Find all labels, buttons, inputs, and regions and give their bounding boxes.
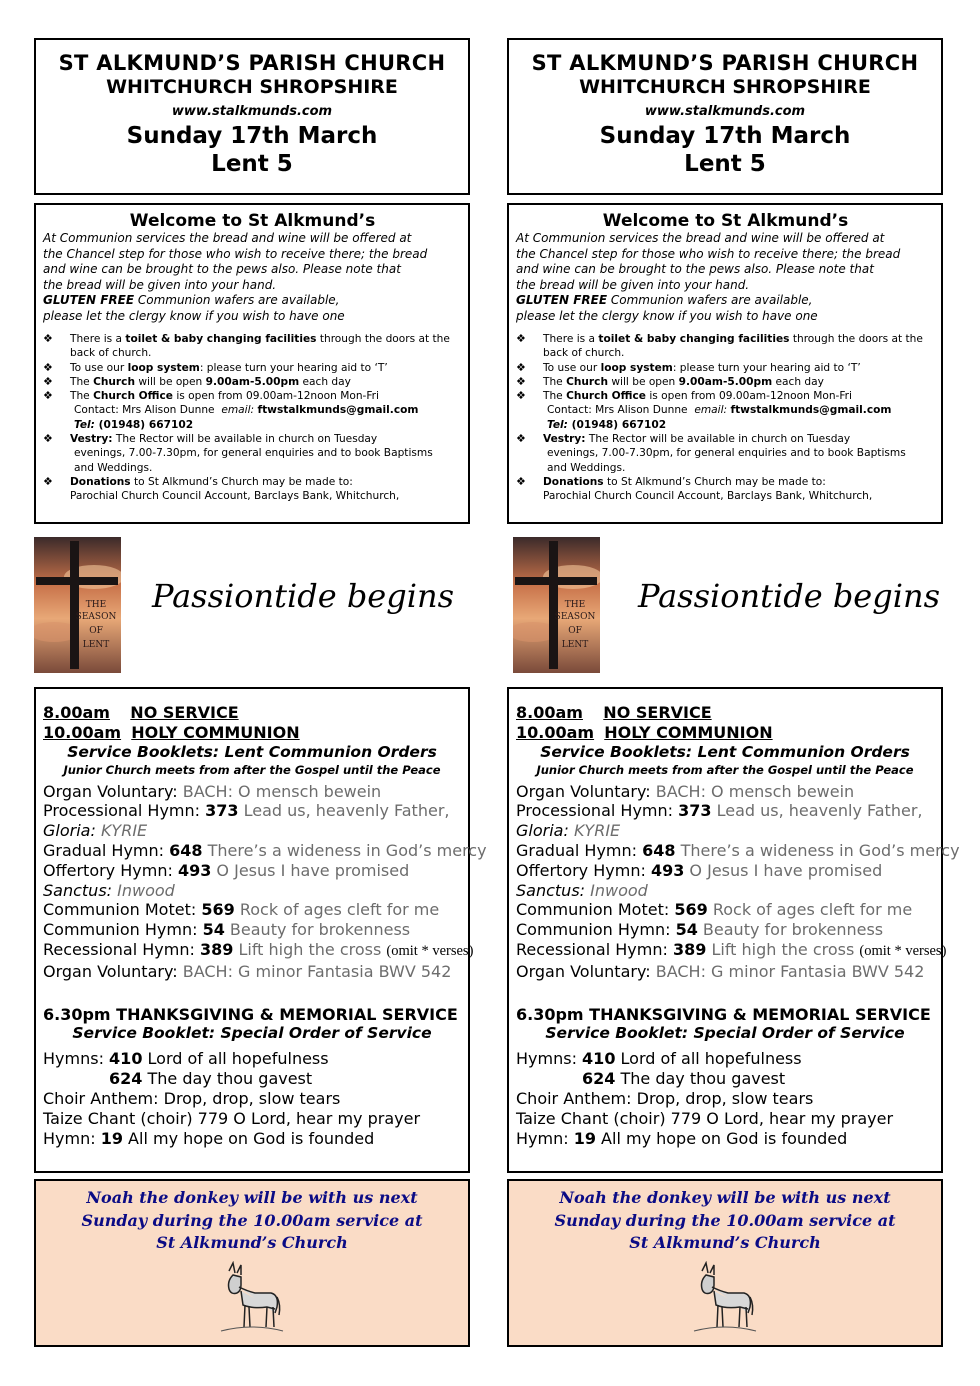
- music-item: Communion Motet: 569 Rock of ages cleft for me: [43, 900, 440, 920]
- diamond-bullet-icon: ❖: [516, 360, 526, 374]
- gluten-free-line: GLUTEN FREE Communion wafers are available,: [43, 293, 340, 307]
- service-booklets: Service Booklets: Lent Communion Orders: [540, 742, 910, 761]
- music-item: Organ Voluntary: BACH: G minor Fantasia BWV 542: [516, 961, 925, 981]
- service-booklets: Service Booklets: Lent Communion Orders: [67, 742, 437, 761]
- early-service: 8.00am NO SERVICE: [43, 703, 239, 722]
- junior-church-note: Junior Church meets from after the Gospel until the Peace: [536, 762, 914, 777]
- music-item: Communion Hymn: 54 Beauty for brokenness: [516, 920, 884, 940]
- diamond-bullet-icon: ❖: [516, 374, 526, 388]
- music-item: Organ Voluntary: BACH: O mensch bewein: [516, 781, 855, 801]
- church-town: WHITCHURCH SHROPSHIRE: [579, 76, 871, 98]
- list-item: ❖ To use our loop system: please turn your hearing aid to ‘T’: [43, 360, 388, 374]
- donkey-notice: [507, 1179, 943, 1347]
- communion-line: At Communion services the bread and wine will be offered at: [43, 231, 412, 245]
- header-box: [34, 38, 470, 195]
- music-item: Recessional Hymn: 389 Lift high the cross (omit * verses): [516, 939, 947, 959]
- lent-label: SEASON: [75, 612, 117, 622]
- music-item: Taize Chant (choir) 779 O Lord, hear my prayer: [43, 1108, 421, 1128]
- music-item: Offertory Hymn: 493 O Jesus I have promised: [43, 860, 410, 880]
- donkey-notice-text: Noah the donkey will be with us next Sunday during the 10.00am service at St Alkmund’s Church: [554, 1188, 896, 1252]
- list-item: ❖ The Church Office is open from 09.00am-12noon Mon-Fri Contact: Mrs Alison Dunne email: ftwstalkmunds@gmail.com Tel: (01948) 667102: [516, 389, 935, 432]
- office-contact: Contact: Mrs Alison Dunne email: ftwstalkmunds@gmail.com: [547, 404, 892, 417]
- gluten-free-line2: please let the clergy know if you wish to have one: [516, 308, 818, 323]
- diamond-bullet-icon: ❖: [516, 474, 526, 488]
- office-phone: Tel: (01948) 667102: [547, 418, 667, 431]
- donkey-icon: [690, 1261, 760, 1335]
- welcome-title: Welcome to St Alkmund’s: [602, 211, 849, 231]
- music-item: Hymn: 19 All my hope on God is founded: [43, 1128, 375, 1148]
- list-item: ❖ The Church Office is open from 09.00am-12noon Mon-Fri Contact: Mrs Alison Dunne email: ftwstalkmunds@gmail.com Tel: (01948) 667102: [43, 389, 462, 432]
- diamond-bullet-icon: ❖: [43, 360, 53, 374]
- music-item: Gradual Hymn: 648 There’s a wideness in God’s mercy: [516, 840, 960, 860]
- music-item: Sanctus: Inwood: [516, 880, 648, 900]
- music-item: Hymn: 19 All my hope on God is founded: [516, 1128, 848, 1148]
- diamond-bullet-icon: ❖: [43, 332, 53, 345]
- evening-service-heading: 6.30pm THANKSGIVING & MEMORIAL SERVICE: [516, 1004, 931, 1024]
- diamond-bullet-icon: ❖: [516, 389, 526, 403]
- services-box: [34, 687, 487, 1173]
- services-box: [507, 687, 960, 1173]
- evening-service-booklet: Service Booklet: Special Order of Service: [545, 1024, 905, 1043]
- main-service: 10.00am HOLY COMMUNION: [43, 722, 300, 742]
- liturgical-season: Lent 5: [211, 151, 293, 177]
- welcome-box: [507, 203, 943, 524]
- season-of-lent-cross-image: [34, 537, 121, 673]
- diamond-bullet-icon: ❖: [516, 432, 526, 446]
- music-item: Organ Voluntary: BACH: O mensch bewein: [43, 781, 382, 801]
- music-item: Communion Motet: 569 Rock of ages cleft for me: [516, 900, 913, 920]
- lent-label: OF: [89, 626, 103, 636]
- communion-line: the bread will be given into your hand.: [43, 277, 277, 292]
- music-item: Recessional Hymn: 389 Lift high the cross (omit * verses): [43, 939, 474, 959]
- lent-label: THE: [85, 600, 107, 610]
- church-name: ST ALKMUND’S PARISH CHURCH: [58, 51, 446, 75]
- website-link[interactable]: www.stalkmunds.com: [171, 104, 333, 119]
- music-item: Choir Anthem: Drop, drop, slow tears: [516, 1088, 814, 1108]
- music-item: Communion Hymn: 54 Beauty for brokenness: [43, 920, 411, 940]
- music-item: Sanctus: Inwood: [43, 880, 175, 900]
- donkey-icon: [217, 1261, 287, 1335]
- service-date: Sunday 17th March: [126, 123, 378, 149]
- welcome-box: [34, 203, 470, 524]
- communion-line: the Chancel step for those who wish to receive there; the bread: [516, 246, 901, 261]
- lent-label: LENT: [82, 640, 110, 650]
- gluten-free-label: GLUTEN FREE: [43, 293, 135, 307]
- lent-label: OF: [568, 626, 582, 636]
- list-item: ❖ The Church will be open 9.00am-5.00pm each day: [516, 374, 824, 388]
- music-item: Offertory Hymn: 493 O Jesus I have promised: [516, 860, 883, 880]
- diamond-bullet-icon: ❖: [516, 332, 526, 345]
- list-item: ❖ The Church will be open 9.00am-5.00pm each day: [43, 374, 351, 388]
- email-link[interactable]: ftwstalkmunds@gmail.com: [730, 404, 892, 417]
- communion-line: the bread will be given into your hand.: [516, 277, 750, 292]
- communion-line: the Chancel step for those who wish to receive there; the bread: [43, 246, 428, 261]
- diamond-bullet-icon: ❖: [43, 432, 53, 446]
- diamond-bullet-icon: ❖: [43, 389, 53, 403]
- music-item: Choir Anthem: Drop, drop, slow tears: [43, 1088, 341, 1108]
- service-date: Sunday 17th March: [599, 123, 851, 149]
- list-item: ❖ Donations to St Alkmund’s Church may be made to: Parochial Church Council Account, Barclays Bank, Whitchurch,: [43, 474, 400, 503]
- lent-label: LENT: [561, 640, 589, 650]
- church-name: ST ALKMUND’S PARISH CHURCH: [531, 51, 919, 75]
- welcome-title: Welcome to St Alkmund’s: [129, 211, 376, 231]
- church-town: WHITCHURCH SHROPSHIRE: [106, 76, 398, 98]
- gluten-free-line2: please let the clergy know if you wish to have one: [43, 308, 345, 323]
- junior-church-note: Junior Church meets from after the Gospel until the Peace: [63, 762, 441, 777]
- evening-service-booklet: Service Booklet: Special Order of Service: [72, 1024, 432, 1043]
- lent-label: THE: [564, 600, 586, 610]
- email-link[interactable]: ftwstalkmunds@gmail.com: [257, 404, 419, 417]
- donkey-notice: [34, 1179, 470, 1347]
- main-service: 10.00am HOLY COMMUNION: [516, 722, 773, 742]
- communion-line: and wine can be brought to the pews also. Please note that: [516, 262, 874, 276]
- early-service: 8.00am NO SERVICE: [516, 703, 712, 722]
- office-phone: Tel: (01948) 667102: [74, 418, 194, 431]
- donkey-notice-text: Noah the donkey will be with us next Sunday during the 10.00am service at St Alkmund’s Church: [81, 1188, 423, 1252]
- lent-label: SEASON: [554, 612, 596, 622]
- website-link[interactable]: www.stalkmunds.com: [644, 104, 806, 119]
- passiontide-banner: [507, 537, 947, 675]
- passiontide-banner: [34, 537, 474, 675]
- music-item: 624 The day thou gavest: [109, 1069, 313, 1089]
- music-item: Gloria: KYRIE: [516, 821, 621, 841]
- header-box: [507, 38, 943, 195]
- music-item: Processional Hymn: 373 Lead us, heavenly Father,: [516, 801, 923, 821]
- music-item: Hymns: 410 Lord of all hopefulness: [43, 1049, 329, 1069]
- communion-note: [516, 231, 935, 324]
- communion-line: At Communion services the bread and wine will be offered at: [516, 231, 885, 245]
- communion-note: [43, 231, 462, 324]
- music-item: Gradual Hymn: 648 There’s a wideness in God’s mercy: [43, 840, 487, 860]
- communion-line: and wine can be brought to the pews also. Please note that: [43, 262, 401, 276]
- diamond-bullet-icon: ❖: [43, 474, 53, 488]
- list-item: ❖ Donations to St Alkmund’s Church may be made to: Parochial Church Council Account, Barclays Bank, Whitchurch,: [516, 474, 873, 503]
- evening-service-heading: 6.30pm THANKSGIVING & MEMORIAL SERVICE: [43, 1004, 458, 1024]
- passiontide-title: Passiontide begins: [638, 577, 940, 615]
- list-item: ❖ Vestry: The Rector will be available in church on Tuesday evenings, 7.00-7.30pm, for general enquiries and to book Baptisms and Weddings.: [516, 432, 906, 474]
- season-of-lent-cross-image: [513, 537, 600, 673]
- music-item: Gloria: KYRIE: [43, 821, 148, 841]
- music-item: Taize Chant (choir) 779 O Lord, hear my prayer: [516, 1108, 894, 1128]
- list-item: ❖ To use our loop system: please turn your hearing aid to ‘T’: [516, 360, 861, 374]
- passiontide-title: Passiontide begins: [152, 577, 454, 615]
- liturgical-season: Lent 5: [684, 151, 766, 177]
- notices-list: [516, 332, 935, 504]
- list-item: ❖ Vestry: The Rector will be available in church on Tuesday evenings, 7.00-7.30pm, for general enquiries and to book Baptisms and Weddings.: [43, 432, 433, 474]
- office-contact: Contact: Mrs Alison Dunne email: ftwstalkmunds@gmail.com: [74, 404, 419, 417]
- list-item: ❖ There is a toilet & baby changing facilities through the doors at the back of church.: [516, 332, 923, 360]
- music-item: Processional Hymn: 373 Lead us, heavenly Father,: [43, 801, 450, 821]
- gluten-free-label: GLUTEN FREE: [516, 293, 608, 307]
- gluten-free-line: GLUTEN FREE Communion wafers are available,: [516, 293, 813, 307]
- notices-list: [43, 332, 462, 504]
- music-item: Organ Voluntary: BACH: G minor Fantasia BWV 542: [43, 961, 452, 981]
- music-item: 624 The day thou gavest: [582, 1069, 786, 1089]
- diamond-bullet-icon: ❖: [43, 374, 53, 388]
- list-item: ❖ There is a toilet & baby changing facilities through the doors at the back of church.: [43, 332, 450, 360]
- music-item: Hymns: 410 Lord of all hopefulness: [516, 1049, 802, 1069]
